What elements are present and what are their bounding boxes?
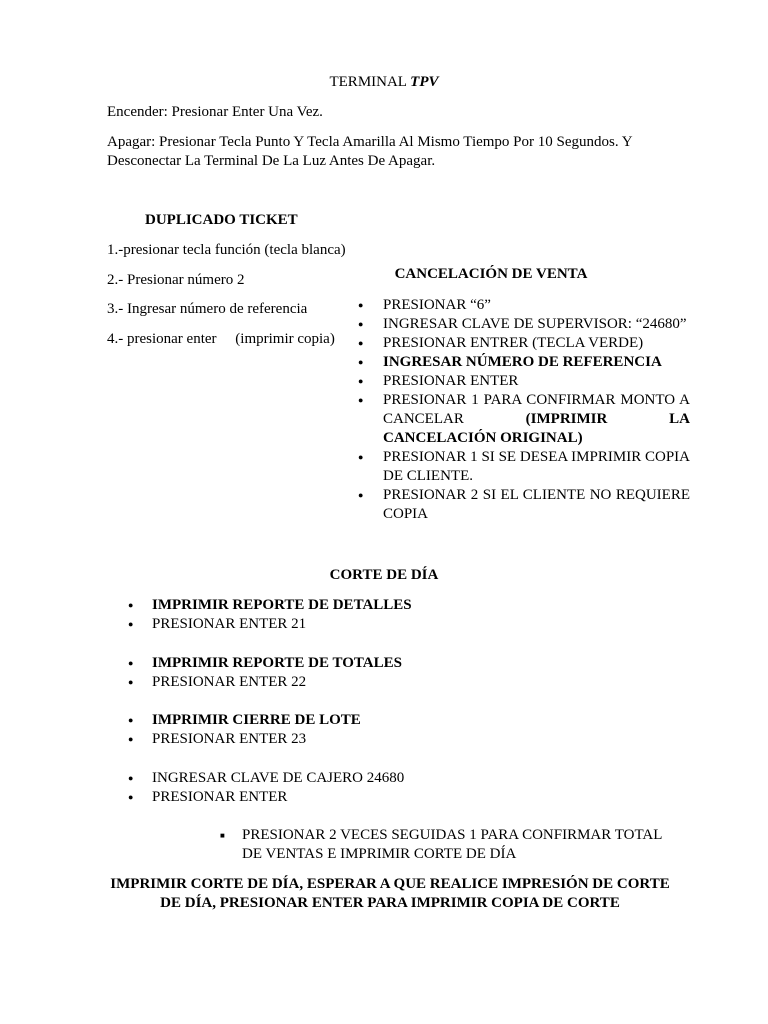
list-item: ● PRESIONAR ENTER 23 bbox=[128, 730, 628, 749]
duplicado-step: 2.- Presionar número 2 bbox=[107, 272, 245, 288]
duplicado-step: 1.-presionar tecla función (tecla blanca) bbox=[107, 242, 346, 258]
corte-group bbox=[128, 711, 628, 749]
cancelacion-list-box bbox=[356, 296, 690, 540]
list-item: ● PRESIONAR 1 SI SE DESEA IMPRIMIR COPIA DE CLIENTE. bbox=[356, 448, 690, 486]
corte-group bbox=[128, 769, 628, 807]
list-item: ● PRESIONAR ENTER 21 bbox=[128, 615, 628, 634]
list-item-text: PRESIONAR 1 PARA CONFIRMAR MONTO A CANCELAR bbox=[383, 392, 690, 427]
list-item bbox=[356, 391, 690, 448]
list-item: ● PRESIONAR ENTER bbox=[128, 788, 628, 807]
corte-final-instruction: IMPRIMIR CORTE DE DÍA, ESPERAR A QUE REALICE IMPRESIÓN DE CORTE DE DÍA, PRESIONAR ENTER PARA IMPRIMIR COPIA DE CORTE bbox=[110, 876, 670, 911]
cancelacion-list bbox=[356, 296, 690, 524]
list-item: ● PRESIONAR ENTER bbox=[356, 372, 690, 391]
title-prefix: TERMINAL bbox=[329, 74, 411, 90]
corte-group bbox=[128, 596, 628, 634]
document-title bbox=[0, 73, 768, 92]
corte-title: CORTE DE DÍA bbox=[329, 567, 439, 583]
cancelacion-title: CANCELACIÓN DE VENTA bbox=[394, 266, 588, 282]
duplicado-step: 4.- presionar enter (imprimir copia) bbox=[107, 331, 335, 347]
list-item: ● PRESIONAR ENTRER (TECLA VERDE) bbox=[356, 334, 690, 353]
list-item: ● PRESIONAR 2 SI EL CLIENTE NO REQUIERE COPIA bbox=[356, 486, 690, 524]
list-item: ● IMPRIMIR REPORTE DE DETALLES bbox=[128, 596, 628, 615]
encender-instruction: Encender: Presionar Enter Una Vez. bbox=[107, 104, 323, 120]
corte-sub-list bbox=[220, 826, 680, 864]
list-item: ● PRESIONAR ENTER 22 bbox=[128, 673, 628, 692]
title-emphasis: TPV bbox=[410, 74, 439, 90]
list-item-bold-text: (IMPRIMIR LA CANCELACIÓN ORIGINAL) bbox=[383, 411, 690, 446]
apagar-instruction: Apagar: Presionar Tecla Punto Y Tecla Amarilla Al Mismo Tiempo Por 10 Segundos. Y Desconectar La Terminal De La Luz Antes De Apagar. bbox=[107, 134, 633, 169]
corte-group bbox=[128, 654, 628, 692]
duplicado-title: DUPLICADO TICKET bbox=[145, 212, 298, 228]
list-item: ● IMPRIMIR CIERRE DE LOTE bbox=[128, 711, 628, 730]
list-item: ● INGRESAR CLAVE DE CAJERO 24680 bbox=[128, 769, 628, 788]
list-item: ● INGRESAR CLAVE DE SUPERVISOR: “24680” bbox=[356, 315, 690, 334]
duplicado-step: 3.- Ingresar número de referencia bbox=[107, 301, 308, 317]
list-item: ● INGRESAR NÚMERO DE REFERENCIA bbox=[356, 353, 690, 372]
list-item: ■ PRESIONAR 2 VECES SEGUIDAS 1 PARA CONFIRMAR TOTAL DE VENTAS E IMPRIMIR CORTE DE DÍA bbox=[220, 826, 680, 864]
list-item: ● PRESIONAR “6” bbox=[356, 296, 690, 315]
list-item: ● IMPRIMIR REPORTE DE TOTALES bbox=[128, 654, 628, 673]
